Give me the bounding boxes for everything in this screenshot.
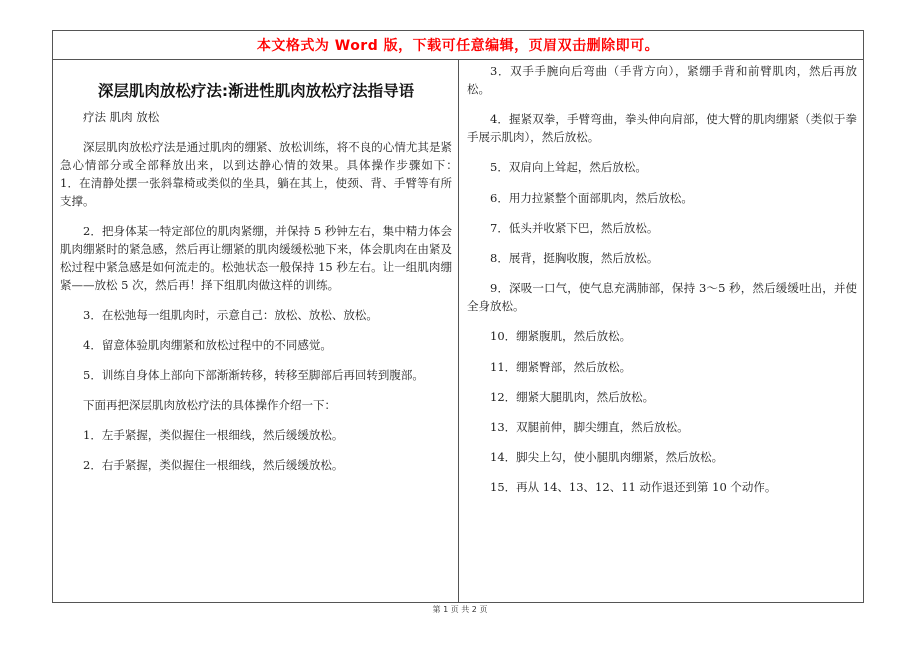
step-item: 6．用力拉紧整个面部肌肉，然后放松。 [490, 190, 693, 205]
paragraph: 3．在松弛每一组肌肉时，示意自己：放松、放松、放松。 [83, 308, 378, 322]
step-item: 13．双腿前伸，脚尖绷直，然后放松。 [490, 419, 689, 434]
paragraph: 深层肌肉放松疗法是通过肌肉的绷紧、放松训练，将不良的心情尤其是紧急心情部分或全部释放出来，以到达静心情的效果。具体操作步骤如下： 1．在清静处摆一张斜靠椅或类似的坐具，躺在其上，使颈、背、手臂等有所支撑。 [60, 140, 475, 208]
paragraph: 2．把身体某一特定部位的肌肉紧绷，并保持 5 秒钟左右，集中精力体会肌肉绷紧时的紧急感，然后再让绷紧的肌肉缓缓松驰下来，体会肌肉在由紧及松过程中紧急感是如何流走的。松弛状态一般保持 15 秒左右。让一组肌肉绷紧——放松 5 次，然后再！择下组肌肉做这样的训练。 [60, 224, 452, 292]
step-item: 8．展背，挺胸收腹，然后放松。 [490, 250, 659, 265]
header-notice: 本文格式为 Word 版，下载可任意编辑，页眉双击删除即可。 [256, 38, 660, 54]
article-title: 深层肌肉放松疗法:渐进性肌肉放松疗法指导语 [97, 82, 415, 100]
left-column [60, 80, 475, 486]
step-item: 10．绷紧腹肌，然后放松。 [490, 329, 632, 344]
paragraph: 2．右手紧握，类似握住一根细线，然后缓缓放松。 [83, 458, 344, 472]
column-divider [458, 60, 459, 602]
paragraph: 下面再把深层肌肉放松疗法的具体操作介绍一下： [83, 398, 336, 412]
step-item: 4．握紧双拳，手臂弯曲，拳头伸向肩部，使大臂的肌肉绷紧（类似于拳手展示肌肉），然后放松。 [467, 112, 857, 145]
step-item: 14．脚尖上勾，使小腿肌肉绷紧，然后放松。 [490, 450, 724, 465]
keywords: 疗法 肌肉 放松 [83, 110, 160, 124]
step-item: 5．双肩向上耸起，然后放松。 [490, 160, 647, 175]
page-number: 第 1 页 共 2 页 [432, 605, 488, 614]
right-column [467, 62, 857, 508]
step-item: 9．深吸一口气，使气息充满肺部，保持 3～5 秒，然后缓缓吐出，并使全身放松。 [467, 281, 857, 314]
step-item: 11．绷紧臀部，然后放松。 [490, 359, 632, 374]
step-item: 3．双手手腕向后弯曲（手背方向），紧绷手背和前臂肌肉，然后再放松。 [467, 64, 857, 96]
paragraph: 4．留意体验肌肉绷紧和放松过程中的不同感觉。 [83, 338, 332, 352]
step-item: 15．再从 14、13、12、11 动作退还到第 10 个动作。 [490, 480, 777, 495]
step-item: 12．绷紧大腿肌肉，然后放松。 [490, 389, 655, 404]
step-item: 7．低头并收紧下巴，然后放松。 [490, 220, 659, 235]
paragraph: 5．训练自身体上部向下部渐渐转移，转移至脚部后再回转到腹部。 [83, 368, 424, 382]
paragraph: 1．左手紧握，类似握住一根细线，然后缓缓放松。 [83, 428, 344, 442]
